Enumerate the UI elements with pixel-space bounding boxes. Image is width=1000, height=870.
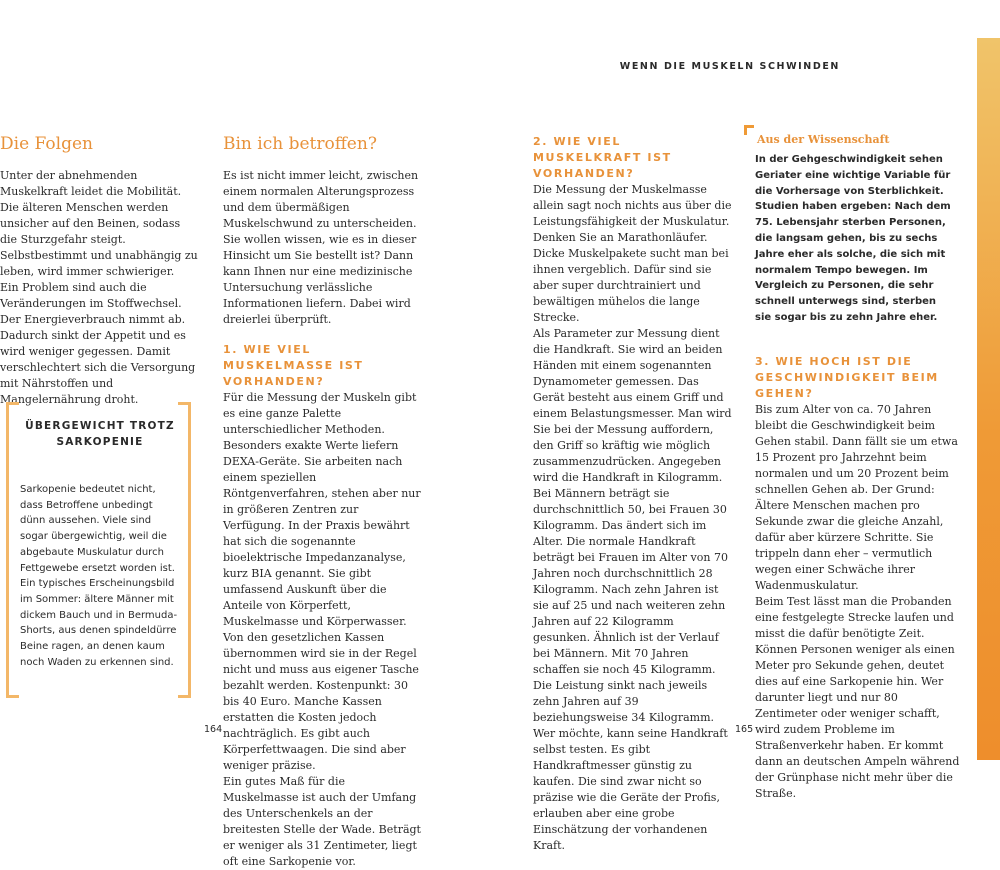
paragraph: Es ist nicht immer leicht, zwischen einem normalen Alterungsprozess und dem übermäßigen Muskelschwund zu unterscheiden. Sie wollen wissen, wie es in dieser Hinsicht um Sie bestellt ist? Dann kann Ihnen nur eine medizinische Untersuchung verlässliche Informationen liefern. Dabei wird dreierlei überprüft. bbox=[223, 169, 419, 326]
page-number-right: 165 bbox=[735, 724, 754, 735]
box-corner-mark bbox=[744, 125, 754, 135]
column-4 bbox=[755, 354, 960, 802]
box-text: Sarkopenie bedeutet nicht, dass Betroffene unbedingt dünn aussehen. Viele sind sogar übergewichtig, weil die abgebaute Muskulatur durch Fettgewebe ersetzt worden ist. Ein typisches Erscheinungsbild im Sommer: ältere Männer mit dickem Bauch und in Bermuda-Shorts, aus denen spindeldürre Beine ragen, an denen kaum noch Waden zu erkennen sind. bbox=[20, 484, 178, 668]
running-header: WENN DIE MUSKELN SCHWINDEN bbox=[619, 61, 840, 72]
box-title: ÜBERGEWICHT TROTZ SARKOPENIE bbox=[25, 420, 175, 448]
column-1 bbox=[0, 134, 198, 408]
column-2 bbox=[223, 134, 423, 870]
page-number-left: 164 bbox=[204, 724, 223, 735]
wissenschaft-text: In der Gehgeschwindigkeit sehen Geriater eine wichtige Variable für die Vorhersage von Sterblichkeit. Studien haben ergeben: Nach dem 75. Lebensjahr sterben Personen, die langsam gehen, bis zu sechs Jahre eher als solche, die sich mit normalem Tempo bewegen. Im Vergleich zu Personen, die sehr schnell unterwegs sind, sterben sie sogar bis zu zehn Jahre eher. bbox=[755, 154, 951, 323]
subheading-geschwindigkeit: 3. WIE HOCH IST DIE GESCHWINDIGKEIT BEIM GEHEN? bbox=[755, 355, 939, 400]
heading-die-folgen: Die Folgen bbox=[0, 134, 93, 154]
paragraph: Ein Problem sind auch die Veränderungen im Stoffwechsel. Der Energieverbrauch nimmt ab. Dadurch sinkt der Appetit und es wird weniger gegessen. Damit verschlechtert sich die Versorgung mit Nährstoffen und Mangelernährung droht. bbox=[0, 281, 196, 406]
box-bracket-left bbox=[6, 402, 19, 698]
wissenschaft-title: Aus der Wissenschaft bbox=[757, 133, 890, 146]
paragraph: Ein gutes Maß für die Muskelmasse ist auch der Umfang des Unterschenkels an der breitesten Stelle der Wade. Beträgt er weniger als 31 Zentimeter, liegt oft eine Sarkopenie vor. bbox=[223, 775, 421, 868]
subheading-muskelkraft: 2. WIE VIEL MUSKELKRAFT IST VORHANDEN? bbox=[533, 135, 672, 180]
paragraph: Als Parameter zur Messung dient die Handkraft. Sie wird an beiden Händen mit einem sogenannten Dynamometer gemessen. Das Gerät besteht aus einem Griff und einem Belastungsmesser. Man wird Sie bei der Messung auffordern, den Griff so kräftig wie möglich zusammenzudrücken. Angegeben wird die Handkraft in Kilogramm. bbox=[533, 327, 732, 484]
paragraph: Wer möchte, kann seine Handkraft selbst testen. Es gibt Handkraftmesser günstig zu kaufen. Die sind zwar nicht so präzise wie die Geräte der Profis, erlauben aber eine grobe Einschätzung der vorhandenen Kraft. bbox=[533, 727, 728, 852]
paragraph: Bei Männern beträgt sie durchschnittlich 50, bei Frauen 30 Kilogramm. Das ändert sich im Alter. Die normale Handkraft beträgt bei Frauen im Alter von 70 Jahren noch durchschnittlich 28 Kilogramm. Nach zehn Jahren ist sie auf 25 und nach weiteren zehn Jahren auf 22 Kilogramm gesunken. Ähnlich ist der Verlauf bei Männern. Mit 70 Jahren schaffen sie noch 45 Kilogramm. Die Leistung sinkt nach jeweils zehn Jahren auf 39 beziehungsweise 34 Kilogramm. bbox=[533, 487, 728, 724]
paragraph: Unter der abnehmenden Muskelkraft leidet die Mobilität. Die älteren Menschen werden unsicher auf den Beinen, sodass die Sturzgefahr steigt. Selbstbestimmt und unabhängig zu leben, wird immer schwieriger. bbox=[0, 169, 198, 278]
heading-bin-ich-betroffen: Bin ich betroffen? bbox=[223, 134, 377, 154]
subheading-muskelmasse: 1. WIE VIEL MUSKELMASSE IST VORHANDEN? bbox=[223, 343, 364, 388]
chapter-tab bbox=[977, 38, 1000, 760]
paragraph: Für die Messung der Muskeln gibt es eine ganze Palette unterschiedlicher Methoden. Besonders exakte Werte liefern DEXA-Geräte. Sie arbeiten nach einem speziellen Röntgenverfahren, stehen aber nur in größeren Zentren zur Verfügung. In der Praxis bewährt hat sich die sogenannte bioelektrische Impedanzanalyse, kurz BIA genannt. Sie gibt umfassend Auskunft über die Anteile von Körperfett, Muskelmasse und Körperwasser. Von den gesetzlichen Kassen übernommen wird sie in der Regel nicht und muss aus eigener Tasche bezahlt werden. Kostenpunkt: 30 bis 40 Euro. Manche Kassen erstatten die Kosten jedoch nachträglich. Es gibt auch Körperfettwaagen. Die sind aber weniger präzise. bbox=[223, 391, 421, 772]
paragraph: Bis zum Alter von ca. 70 Jahren bleibt die Geschwindigkeit beim Gehen stabil. Dann fällt sie um etwa 15 Prozent pro Jahrzehnt beim normalen und um 20 Prozent beim schnellen Gehen ab. Der Grund: Ältere Menschen machen pro Sekunde zwar die gleiche Anzahl, dafür aber kürzere Schritte. Sie trippeln dann eher – vermutlich wegen einer Schwäche ihrer Wadenmuskulatur. bbox=[755, 403, 958, 592]
paragraph: Beim Test lässt man die Probanden eine festgelegte Strecke laufen und misst die dafür benötigte Zeit. Können Personen weniger als einen Meter pro Sekunde gehen, deutet dies auf eine Sarkopenie hin. Wer darunter liegt und nur 80 Zentimeter oder weniger schafft, wird zudem Probleme im Straßenverkehr haben. Er kommt dann an deutschen Ampeln während der Grünphase nicht mehr über die Straße. bbox=[755, 595, 960, 800]
paragraph: Die Messung der Muskelmasse allein sagt noch nichts aus über die Leistungsfähigkeit der Muskulatur. Denken Sie an Marathonläufer. Dicke Muskelpakete sucht man bei ihnen vergeblich. Dafür sind sie aber super durchtrainiert und bewältigen mühelos die lange Strecke. bbox=[533, 183, 732, 324]
column-3 bbox=[533, 134, 733, 854]
